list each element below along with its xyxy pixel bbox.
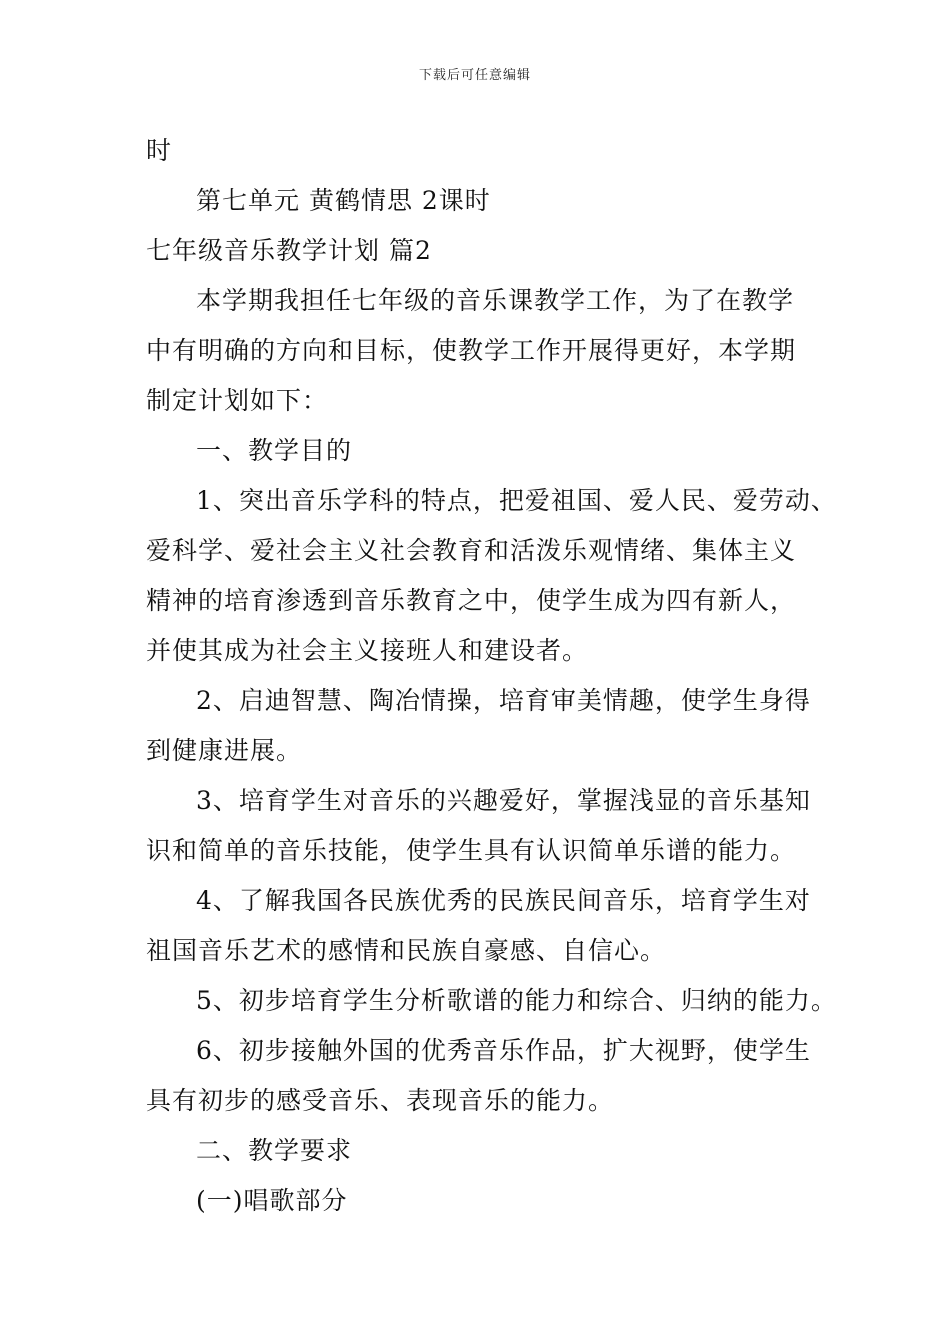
paragraph-line: 爱科学、爱社会主义社会教育和活泼乐观情绪、集体主义 — [146, 536, 797, 565]
subsection-heading: (一)唱歌部分 — [196, 1186, 348, 1215]
text-line: 时 — [146, 136, 173, 165]
text-line: 第七单元 黄鹤情思 2课时 — [196, 186, 491, 215]
paragraph-line: 识和简单的音乐技能，使学生具有认识简单乐谱的能力。 — [146, 836, 797, 865]
paragraph-line: 精神的培育渗透到音乐教育之中，使学生成为四有新人， — [146, 586, 797, 615]
paragraph-line: 本学期我担任七年级的音乐课教学工作，为了在教学 — [196, 286, 795, 315]
paragraph-line: 6、初步接触外国的优秀音乐作品，扩大视野，使学生 — [196, 1036, 811, 1065]
paragraph-line: 3、培育学生对音乐的兴趣爱好，掌握浅显的音乐基知 — [196, 786, 811, 815]
paragraph-line: 到健康进展。 — [146, 736, 303, 765]
paragraph-line: 并使其成为社会主义接班人和建设者。 — [146, 636, 589, 665]
paragraph-line: 制定计划如下： — [146, 386, 329, 415]
paragraph-line: 1、突出音乐学科的特点，把爱祖国、爱人民、爱劳动、 — [196, 486, 837, 515]
section-heading: 二、教学要求 — [196, 1136, 353, 1165]
paragraph-line: 中有明确的方向和目标，使教学工作开展得更好，本学期 — [146, 336, 797, 365]
paragraph-line: 祖国音乐艺术的感情和民族自豪感、自信心。 — [146, 936, 667, 965]
document-body — [146, 126, 836, 1226]
paragraph-line: 5、初步培育学生分析歌谱的能力和综合、归纳的能力。 — [196, 986, 837, 1015]
page-header: 下载后可任意编辑 — [418, 68, 531, 83]
section-heading: 一、教学目的 — [196, 436, 353, 465]
section-title: 七年级音乐教学计划 篇2 — [146, 236, 432, 265]
paragraph-line: 2、启迪智慧、陶冶情操，培育审美情趣，使学生身得 — [196, 686, 811, 715]
paragraph-line: 具有初步的感受音乐、表现音乐的能力。 — [146, 1086, 615, 1115]
paragraph-line: 4、了解我国各民族优秀的民族民间音乐，培育学生对 — [196, 886, 811, 915]
